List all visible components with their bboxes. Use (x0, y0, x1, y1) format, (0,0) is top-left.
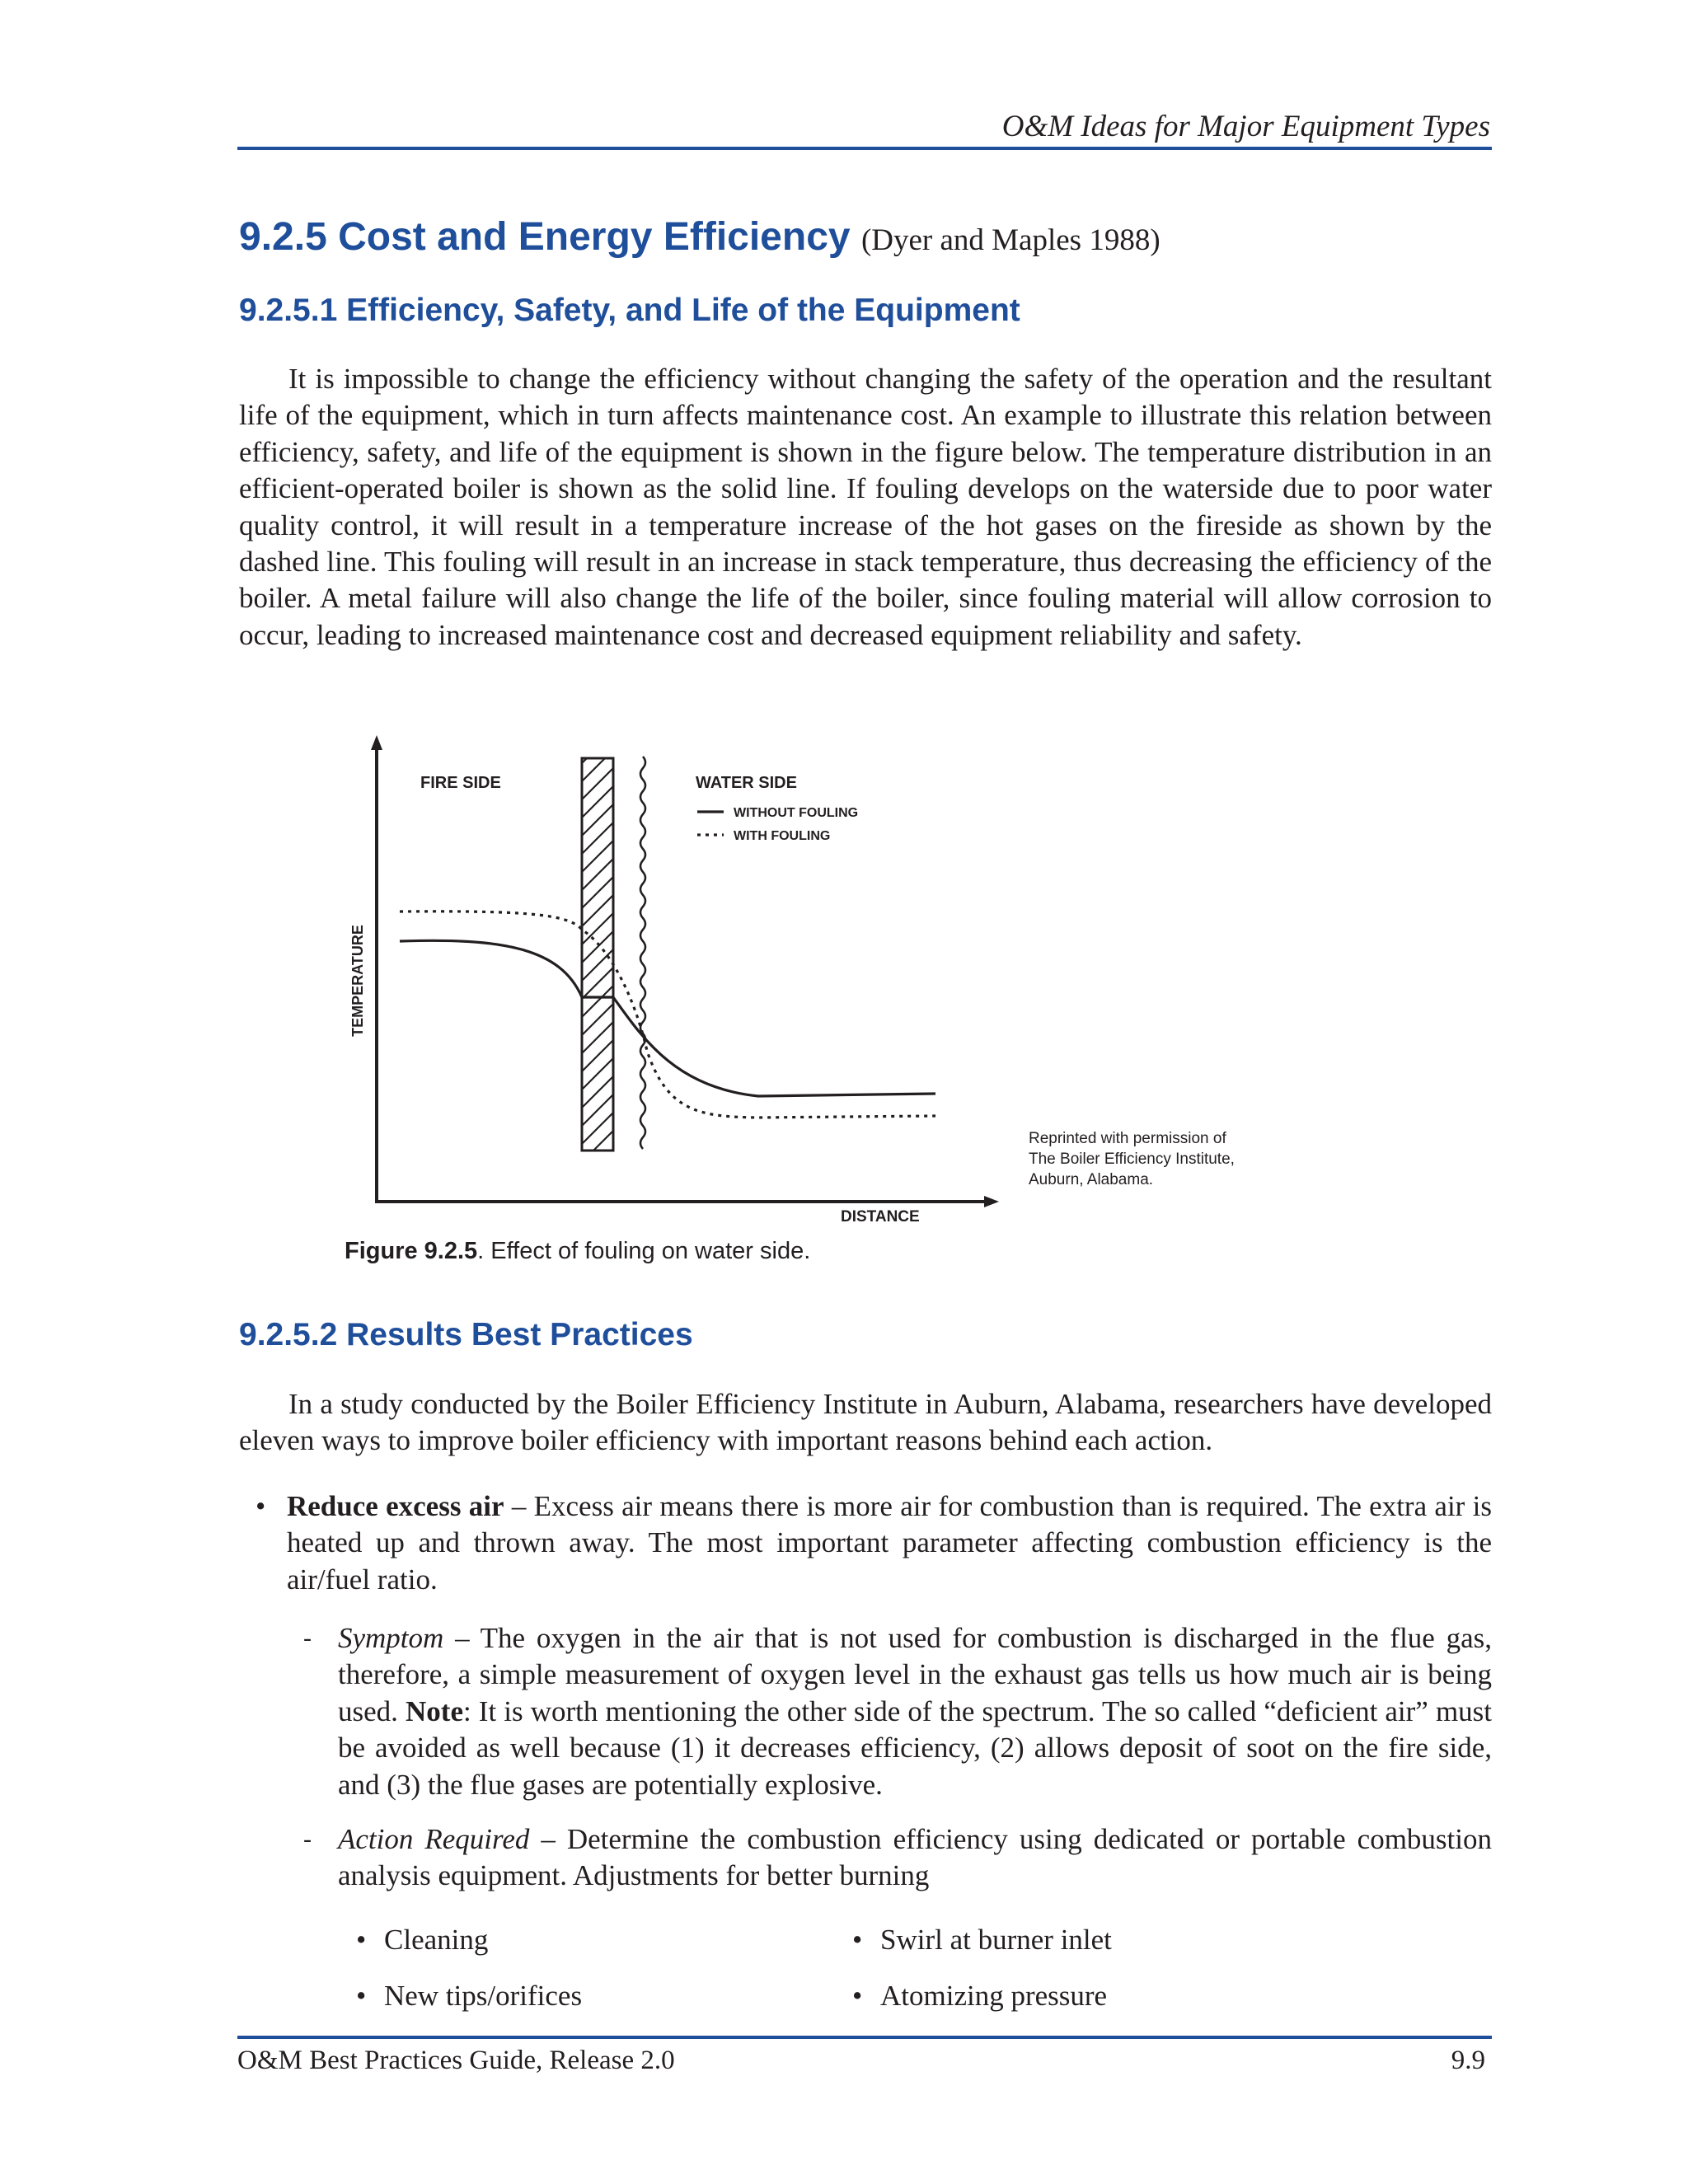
boiler-wall (582, 758, 613, 1151)
action-required-item (303, 1821, 1492, 1895)
section-heading (239, 214, 1160, 260)
legend-without-fouling: WITHOUT FOULING (734, 806, 859, 820)
section-citation: (Dyer and Maples 1988) (860, 223, 1160, 257)
list-item: • Atomizing pressure (852, 1980, 1108, 2012)
results-paragraph: In a study conducted by the Boiler Efficiency Institute in Auburn, Alabama, researchers have developed eleven ways to improve boiler efficiency with important reasons behind each action. (239, 1388, 1492, 1457)
bullet-lead: Reduce excess air (287, 1490, 504, 1522)
bullet-body: – Excess air means there is more air for combustion than is required. The extra air is heated up and thrown away. The most important parameter affecting combustion efficiency is the air/fuel ratio. (287, 1490, 1492, 1596)
action-text: – Determine the combustion efficiency using dedicated or portable combustion analysis equipment. Adjustments for better burning (338, 1823, 1492, 1892)
footer-guide-title: O&M Best Practices Guide, Release 2.0 (237, 2046, 675, 2075)
legend-with-fouling: WITH FOULING (734, 829, 831, 843)
dash-marker: - (303, 1624, 312, 1652)
subsection-heading-1: 9.2.5.1 Efficiency, Safety, and Life of the Equipment (239, 293, 1020, 328)
note-label: Note (406, 1694, 463, 1727)
fire-side-label: FIRE SIDE (420, 774, 501, 792)
fouling-figure (330, 725, 1286, 1286)
running-header: O&M Ideas for Major Equipment Types (1001, 110, 1490, 143)
symptom-label: Symptom (338, 1622, 444, 1654)
reprint-line-2: The Boiler Efficiency Institute, (1029, 1151, 1235, 1168)
subsection-heading-2: 9.2.5.2 Results Best Practices (239, 1317, 693, 1352)
symptom-text-1: – The oxygen in the air that is not used for combustion is discharged in the flue gas, therefore, a simple measurement of oxygen level in the exhaust gas tells us how much air is being used. (338, 1622, 1492, 1727)
reprint-credit (1029, 1128, 1276, 1190)
action-label: Action Required (338, 1823, 530, 1855)
footer-page-number: 9.9 (1451, 2046, 1485, 2075)
curve-without-fouling (400, 940, 935, 1096)
y-axis-arrow (371, 735, 382, 750)
water-side-label: WATER SIDE (696, 774, 797, 792)
x-axis-label: DISTANCE (841, 1208, 920, 1226)
figure-caption-text: . Effect of fouling on water side. (477, 1238, 811, 1264)
symptom-item (303, 1620, 1493, 1803)
intro-paragraph: It is impossible to change the efficiency without changing the safety of the operation and the resultant life of the equipment, which in turn affects maintenance cost. An example to illustrate this relation between efficiency, safety, and life of the equipment is shown in the figure below. The temperature distribution in an efficient-operated boiler is shown as the solid line. If fouling develops on the waterside due to poor water quality control, it will result in a temperature increase of the hot gases on the fireside as shown by the dashed line. This fouling will result in an increase in stack temperature, thus decreasing the efficiency of the boiler. A metal failure will also change the life of the boiler, since fouling material will allow corrosion to occur, leading to increased maintenance cost and decreased equipment reliability and safety. (239, 363, 1492, 651)
fouling-layer (640, 757, 645, 1149)
footer-rule (237, 2036, 1492, 2039)
reprint-line-1: Reprinted with permission of (1029, 1130, 1226, 1147)
bullet-marker: • (256, 1490, 266, 1522)
figure-caption-label: Figure 9.2.5 (345, 1238, 478, 1264)
reprint-line-3: Auburn, Alabama. (1029, 1171, 1154, 1188)
header-rule (237, 147, 1492, 150)
list-item: • New tips/orifices (356, 1980, 583, 2012)
bullet-reduce-excess-air (256, 1488, 1492, 1598)
x-axis-arrow (984, 1196, 999, 1207)
dash-marker: - (303, 1825, 312, 1853)
figure-caption (345, 1238, 810, 1265)
y-axis-label: TEMPERATURE (349, 925, 366, 1037)
list-item: • Cleaning (356, 1924, 489, 1956)
list-item: • Swirl at burner inlet (852, 1924, 1112, 1956)
section-title: 9.2.5 Cost and Energy Efficiency (239, 215, 851, 259)
symptom-text-2: : It is worth mentioning the other side of the spectrum. The so called “deficient air” must be avoided as well because (1) it decreases efficiency, (2) allows deposit of soot on the fire side, and (3) the flue gases are potentially explosive. (338, 1694, 1493, 1801)
